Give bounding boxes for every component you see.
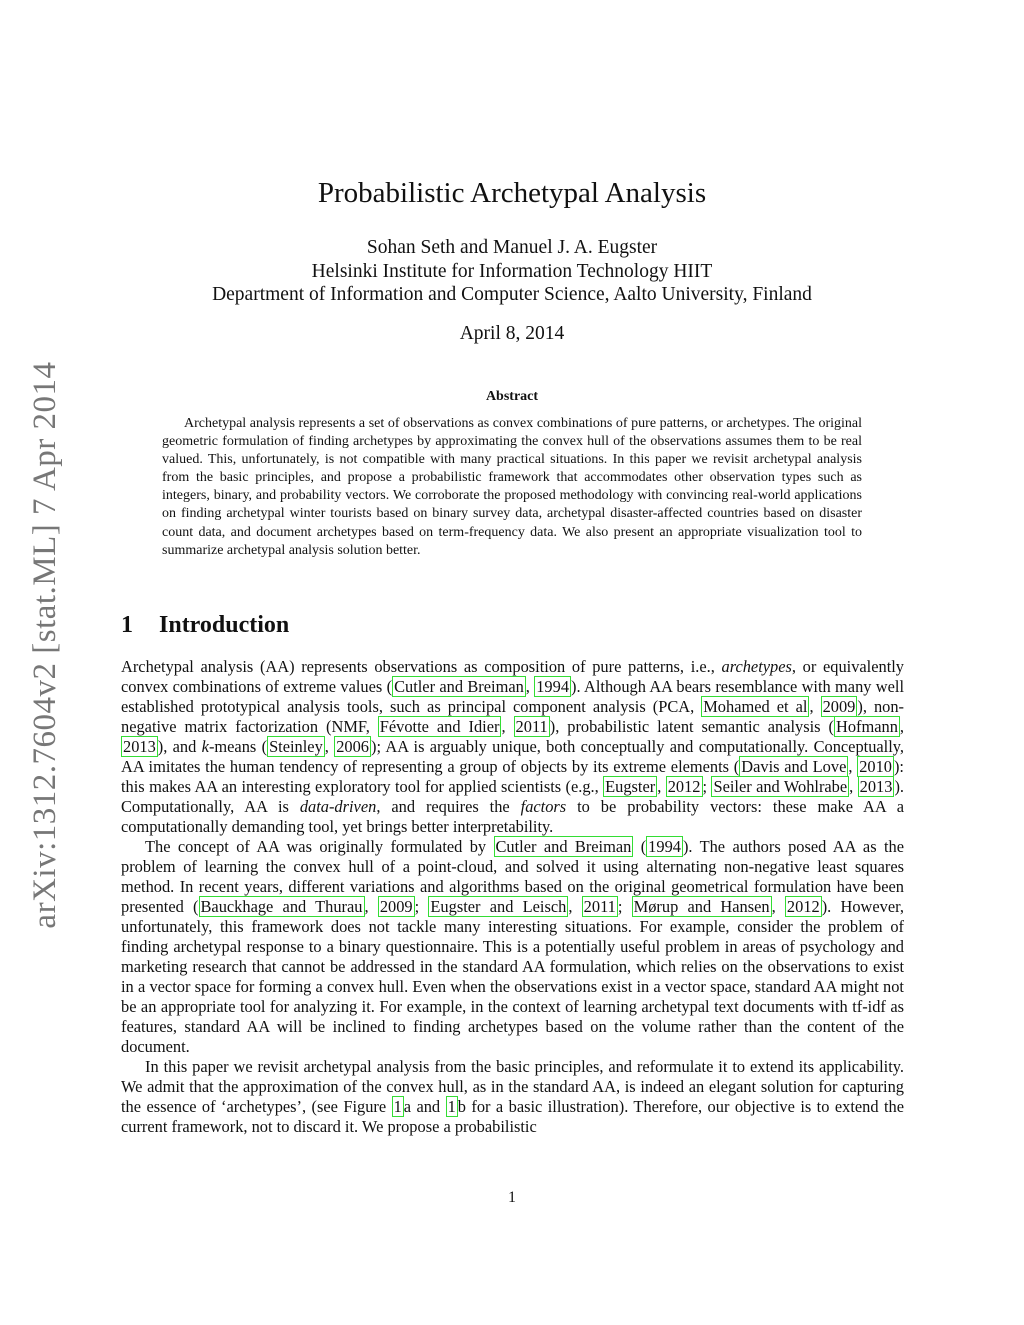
paragraph-2 — [121, 837, 904, 1057]
text-run: to be probability vectors: these make AA a computationally demanding tool, yet brings better interpretability. — [121, 797, 905, 836]
text-run: , — [657, 777, 666, 796]
emphasis: factors — [520, 797, 567, 816]
citation-link[interactable]: Eugster and Leisch — [430, 897, 567, 916]
section-title: Introduction — [159, 612, 290, 638]
section-number: 1 — [121, 612, 133, 638]
page-number: 1 — [508, 1189, 516, 1206]
paragraph-1 — [121, 657, 904, 837]
text-run: , — [364, 897, 378, 916]
text-run: ): this makes AA an interesting exploratory tool for applied scientists (e.g., — [121, 757, 904, 796]
text-run: ; — [617, 897, 632, 916]
text-run: In this paper we revisit archetypal analysis from the basic principles, and reformulate it to extend its applicability. We admit that the approximation of the convex hull, as in the standard AA, is indeed an elegant solution for capturing the essence of ‘archetypes’, (see Figure — [121, 1057, 904, 1116]
text-run: ), non-negative matrix factorization (NMF, — [121, 697, 904, 736]
arxiv-identifier: arXiv:1312.7604v2 [stat.ML] 7 Apr 2014 — [27, 361, 63, 929]
citation-link[interactable]: 1994 — [536, 677, 570, 696]
citation-link[interactable]: Bauckhage and Thurau — [200, 897, 363, 916]
citation-link[interactable]: Seiler and Wohlrabe — [713, 777, 848, 796]
section-heading — [121, 612, 289, 639]
author-names: Sohan Seth and Manuel J. A. Eugster — [366, 237, 658, 258]
paragraph-3 — [121, 1057, 904, 1137]
citation-link[interactable]: 1994 — [648, 837, 681, 856]
figure-link[interactable]: 1 — [447, 1097, 456, 1116]
text-run: , — [899, 717, 904, 736]
text-run: a and — [403, 1097, 446, 1116]
abstract-text: Archetypal analysis represents a set of observations as convex combinations of pure patterns, or archetypes. The original geometric formulation of finding archetypes by approximating the convex hull of the observations assumes them to be real valued. This, unfortunately, is not compatible with many practical situations. In this paper we revisit archetypal analysis from the basic principles, and propose a probabilistic framework that accommodates other observation types such as integers, binary, and probability vectors. We corroborate the proposed methodology with convincing real-world applications on finding archetypal winter tourists based on binary survey data, archetypal disaster-affected countries based on disaster count data, and document archetypes based on term-frequency data. We also present an appropriate visualization tool to summarize archetypal analysis solution better. — [162, 416, 862, 558]
text-run: ). Although AA bears resemblance with many well established prototypical analysis tools, such as principal component analysis (PCA, — [121, 677, 905, 716]
text-run: -means ( — [208, 737, 268, 756]
text-run: b for a basic illustration). Therefore, our objective is to extend the current framework, not to discard it. We propose a probabilistic — [121, 1097, 904, 1136]
text-run: , — [849, 777, 858, 796]
citation-link[interactable]: Cutler and Breiman — [495, 837, 632, 856]
citation-link[interactable]: Mohamed et al — [703, 697, 808, 716]
citation-link[interactable]: Davis and Love — [741, 757, 847, 776]
citation-link[interactable]: 2010 — [859, 757, 892, 776]
text-run: , or equivalently convex combinations of extreme values ( — [121, 657, 905, 696]
citation-link[interactable]: 2009 — [379, 897, 413, 916]
citation-link[interactable]: Mørup and Hansen — [633, 897, 770, 916]
text-run: Archetypal analysis (AA) represents observations as composition of pure patterns, i.e., — [121, 657, 722, 676]
citation-link[interactable]: Hofmann — [835, 717, 898, 736]
text-run: , and requires the — [376, 797, 521, 816]
citation-link[interactable]: Cutler and Breiman — [394, 677, 524, 696]
text-run: ). However, unfortunately, this framework does not tackle many interesting situations. For example, consider the problem of finding archetypal response to a binary questionnaire. This is a potentially useful problem in areas of psychology and marketing research that cannot be addressed in the standard AA formulation, which relies on the observations to exist in a vector space for forming a convex hull. Even when the observations exist in a vector space, standard AA might not be an appropriate tool for analyzing it. For example, in the context of learning archetypal text documents with tf-idf as features, standard AA will be inclined to finding archetypes based on the volume rather than the content of the document. — [121, 897, 905, 1056]
emphasis: data-driven — [299, 797, 377, 816]
math-variable: k — [201, 737, 209, 756]
text-run: ). Computationally, AA is — [121, 777, 904, 816]
text-run: ), probabilistic latent semantic analysis ( — [549, 717, 834, 736]
introduction-body — [121, 657, 904, 1137]
citation-link[interactable]: 2006 — [336, 737, 369, 756]
citation-link[interactable]: Eugster — [605, 777, 656, 796]
abstract-heading: Abstract — [485, 389, 539, 404]
citation-link[interactable]: 2013 — [859, 777, 893, 796]
citation-link[interactable]: Févotte and Idier — [379, 717, 500, 736]
citation-link[interactable]: 2011 — [583, 897, 616, 916]
paper-title: Probabilistic Archetypal Analysis — [317, 177, 707, 209]
text-run: ), and — [157, 737, 202, 756]
text-run: , — [525, 677, 535, 696]
text-run: , — [501, 717, 514, 736]
paper-date: April 8, 2014 — [459, 323, 565, 344]
text-run: ; — [414, 897, 429, 916]
affiliation-aalto: Department of Information and Computer Science, Aalto University, Finland — [212, 284, 812, 305]
text-run: , — [809, 697, 821, 716]
citation-link[interactable]: 2012 — [667, 777, 701, 796]
citation-link[interactable]: Steinley — [269, 737, 323, 756]
text-run: , — [324, 737, 335, 756]
citation-link[interactable]: 2012 — [786, 897, 820, 916]
text-run: ; — [702, 777, 712, 796]
citation-link[interactable]: 2009 — [822, 697, 856, 716]
text-run: ); AA is arguably unique, both conceptually and computationally. Conceptually, AA imitates the human tendency of representing a group of objects by its extreme elements ( — [121, 737, 905, 776]
text-run: ). The authors posed AA as the problem of learning the convex hull of a point-cloud, and solved it using alternating non-negative least squares method. In recent years, different variations and algorithms based on the original geometrical formulation have been presented ( — [121, 837, 904, 916]
author-block — [0, 236, 1024, 307]
citation-link[interactable]: 2013 — [123, 737, 156, 756]
text-run: , — [771, 897, 785, 916]
citation-link[interactable]: 2011 — [515, 717, 548, 736]
text-run: The concept of AA was originally formulated by — [145, 837, 494, 856]
emphasis: archetypes — [721, 657, 792, 676]
figure-link[interactable]: 1 — [393, 1097, 402, 1116]
text-run: , — [848, 757, 858, 776]
text-run: ( — [633, 837, 647, 856]
text-run: , — [568, 897, 582, 916]
affiliation-hiit: Helsinki Institute for Information Technology HIIT — [311, 260, 713, 282]
